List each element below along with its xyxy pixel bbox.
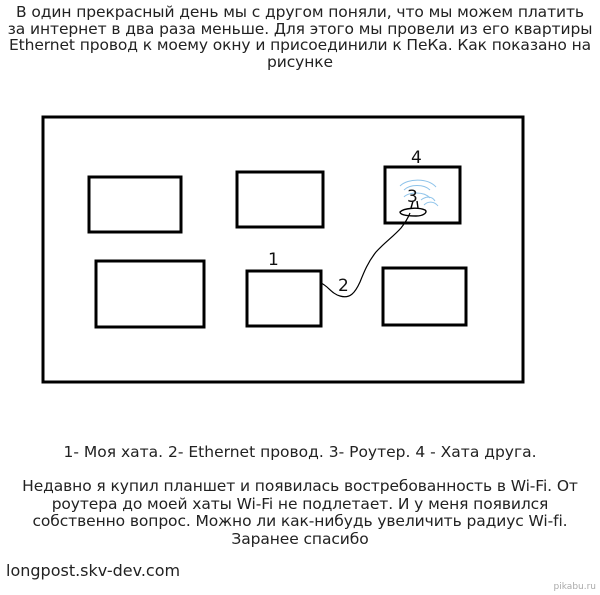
wifi-signal-icon (400, 180, 438, 206)
window-bottom-right (383, 268, 466, 325)
intro-text: В один прекрасный день мы с другом поняли, что мы можем платить за интернет в два раза меньше. Для этого мы провели из его квартиры Ethernet провод к моему окну и присоединили к ПеКа. Как показано на рисунке (7, 3, 593, 71)
label-ethernet-cable: 2 (338, 276, 349, 296)
source-caption: longpost.skv-dev.com (6, 561, 181, 580)
diagram-legend: 1- Моя хата. 2- Ethernet провод. 3- Роутер. 4 - Хата друга. (63, 443, 537, 461)
window-top-middle (237, 172, 323, 227)
site-watermark: pikabu.ru (553, 582, 596, 592)
building-outline (43, 117, 523, 382)
window-my-apartment (247, 271, 321, 326)
label-router: 3 (407, 187, 418, 207)
ethernet-cable (321, 213, 410, 297)
window-top-left (89, 177, 181, 232)
question-text: Недавно я купил планшет и появилась востребованность в Wi-Fi. От роутера до моей хаты Wi-Fi не подлетает. И у меня появился собственно вопрос. Можно ли как-нибудь увеличить радиус Wi-fi. Заранее спасибо (22, 477, 578, 548)
label-friend-apartment: 4 (411, 148, 422, 168)
window-bottom-left (96, 261, 204, 327)
label-my-apartment: 1 (268, 250, 279, 270)
